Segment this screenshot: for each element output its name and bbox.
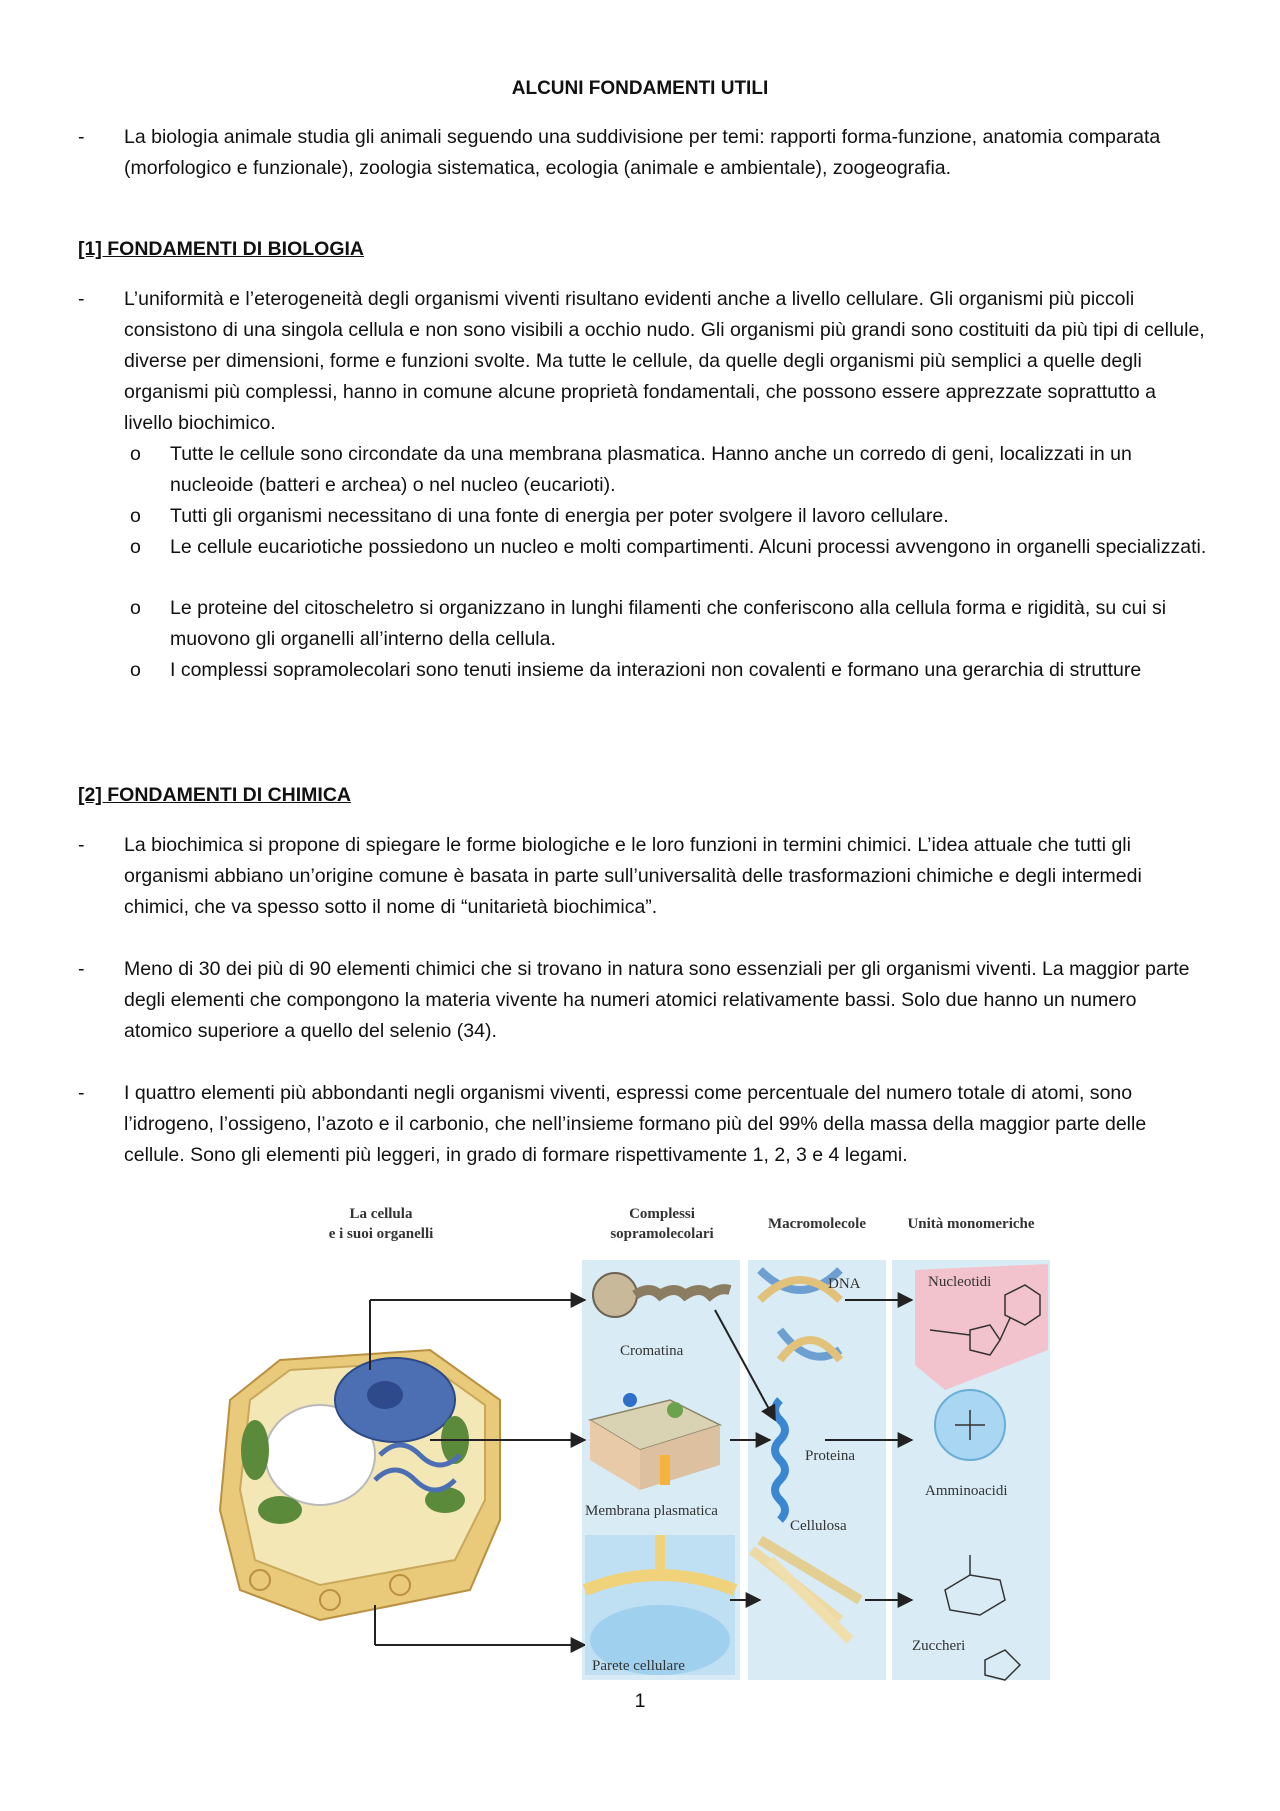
page-number: 1: [634, 1690, 646, 1712]
dash-marker: -: [78, 834, 85, 856]
bullet-marker: o: [130, 443, 141, 465]
dash-marker: -: [78, 288, 85, 310]
cell-hierarchy-figure: [200, 1200, 1100, 1700]
col2-header-line1: Complessi: [629, 1206, 695, 1222]
bullet-marker: o: [130, 536, 141, 558]
list-item: [130, 593, 1210, 655]
bullet-text: Le cellule eucariotiche possiedono un nucleo e molti compartimenti. Alcuni processi avvengono in organelli specializzati.: [170, 536, 1207, 558]
section1-paragraph: [78, 284, 1208, 439]
plant-cell-illustration: [220, 1350, 500, 1620]
aminoacid-structure: [935, 1390, 1005, 1460]
section2-text: I quattro elementi più abbondanti negli organismi viventi, espressi come percentuale del numero totale di atomi, sono l’idrogeno, l’ossigeno, l’azoto e il carbonio, che nell’insieme formano più del 99% della massa della maggior parte delle cellule. Sono gli elementi più leggeri, in grado di formare rispettivamente 1, 2, 3 e 4 legami.: [124, 1082, 1147, 1166]
label-cromatina: Cromatina: [620, 1343, 684, 1359]
section2-text: La biochimica si propone di spiegare le forme biologiche e le loro funzioni in termini chimici. L’idea attuale che tutti gli organismi abbiano un’origine comune è basata in parte sull’universalità delle trasformazioni chimiche e degli intermedi chimici, che va spesso sotto il nome di “unitarietà biochimica”.: [124, 834, 1142, 918]
col1-header-line2: e i suoi organelli: [328, 1226, 434, 1242]
dash-marker: -: [78, 1082, 85, 1104]
col3-header: Macromolecole: [767, 1216, 867, 1232]
bullet-text: Tutti gli organismi necessitano di una fonte di energia per poter svolgere il lavoro cellulare.: [170, 505, 949, 527]
intro-paragraph: [78, 122, 1208, 184]
section2-text: Meno di 30 dei più di 90 elementi chimici che si trovano in natura sono essenziali per gli organismi viventi. La maggior parte degli elementi che compongono la materia vivente ha numeri atomici relativamente bassi. Solo due hanno un numero atomico superiore a quello del selenio (34).: [124, 958, 1190, 1042]
bullet-marker: o: [130, 597, 141, 619]
section2-paragraph-3: [78, 1078, 1208, 1171]
label-dna: DNA: [828, 1276, 861, 1292]
label-cellulosa: Cellulosa: [790, 1518, 847, 1534]
section2-paragraph-1: [78, 830, 1208, 923]
bullet-marker: o: [130, 505, 141, 527]
list-item: [130, 439, 1210, 501]
macromolecule-panel: [748, 1260, 886, 1680]
section1-heading: [1] FONDAMENTI DI BIOLOGIA: [78, 238, 364, 260]
bullet-text: Le proteine del citoscheletro si organizzano in lunghi filamenti che conferiscono alla cellula forma e rigidità, su cui si muovono gli organelli all’interno della cellula.: [170, 597, 1167, 650]
section2-heading: [2] FONDAMENTI DI CHIMICA: [78, 784, 351, 806]
label-membrana: Membrana plasmatica: [585, 1503, 718, 1519]
col4-header: Unità monomeriche: [907, 1216, 1035, 1232]
bullet-marker: o: [130, 659, 141, 681]
label-parete: Parete cellulare: [592, 1658, 685, 1674]
bullet-text: I complessi sopramolecolari sono tenuti insieme da interazioni non covalenti e formano una gerarchia di strutture: [170, 659, 1142, 681]
bullet-text: Tutte le cellule sono circondate da una membrana plasmatica. Hanno anche un corredo di geni, localizzati in un nucleoide (batteri e archea) o nel nucleo (eucarioti).: [170, 443, 1132, 496]
label-amminoacidi: Amminoacidi: [925, 1483, 1008, 1499]
protein-illustration: [775, 1400, 785, 1520]
page-title: ALCUNI FONDAMENTI UTILI: [511, 78, 769, 99]
label-nucleotidi: Nucleotidi: [928, 1274, 992, 1290]
dash-marker: -: [78, 126, 85, 148]
label-proteina: Proteina: [805, 1448, 855, 1464]
section2-paragraph-2: [78, 954, 1208, 1047]
list-item: [130, 532, 1210, 563]
intro-text: La biologia animale studia gli animali seguendo una suddivisione per temi: rapporti forma-funzione, anatomia comparata (morfologico e funzionale), zoologia sistematica, ecologia (animale e ambientale), zoogeografia.: [124, 126, 1161, 179]
col2-header-line2: sopramolecolari: [610, 1226, 714, 1242]
col1-header-line1: La cellula: [349, 1206, 413, 1222]
list-item: [130, 655, 1210, 686]
list-item: [130, 501, 1210, 532]
cellwall-illustration: [585, 1535, 735, 1675]
section1-text: L’uniformità e l’eterogeneità degli organismi viventi risultano evidenti anche a livello cellulare. Gli organismi più piccoli consistono di una singola cellula e non sono visibili a occhio nudo. Gli organismi più grandi sono costituiti da più tipi di cellule, diverse per dimensioni, forme e funzioni svolte. Ma tutte le cellule, da quelle degli organismi più semplici a quelle degli organismi più complessi, hanno in comune alcune proprietà fondamentali, che possono essere apprezzate soprattutto a livello biochimico.: [124, 288, 1205, 434]
dash-marker: -: [78, 958, 85, 980]
label-zuccheri: Zuccheri: [912, 1638, 966, 1654]
